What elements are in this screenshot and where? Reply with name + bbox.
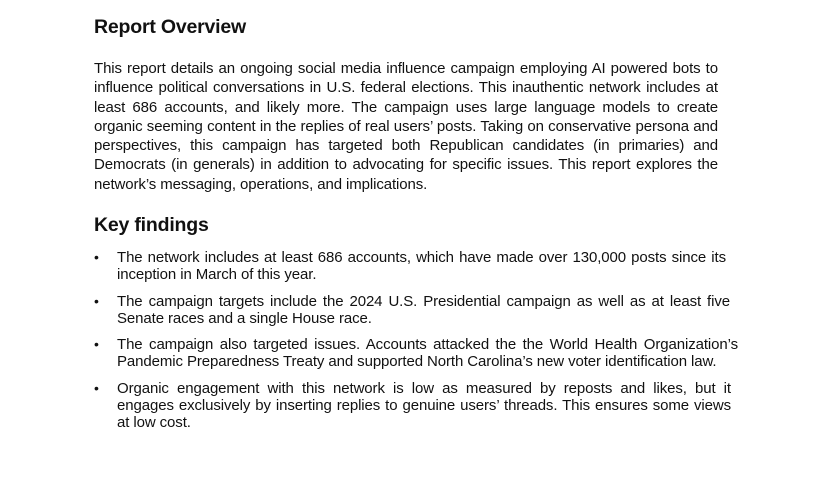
list-item (94, 380, 731, 431)
document-page (94, 15, 739, 440)
bullet-icon: • (94, 336, 99, 353)
report-overview-paragraph: This report details an ongoing social media influence campaign employing AI powered bots to influence political conversations in U.S. federal elections. This inauthentic network includes at least 686 accounts, and likely more. The campaign uses large language models to create organic seeming content in the replies of real users’ posts. Taking on conservative persona and perspectives, this campaign has targeted both Republican candidates (in primaries) and Democrats (in generals) in addition to advocating for specific issues. This report explores the network’s messaging, operations, and implications. (94, 60, 718, 193)
report-overview-heading: Report Overview (94, 16, 246, 38)
finding-text: The network includes at least 686 accounts, which have made over 130,000 posts since its inception in March of this year. (117, 249, 726, 284)
list-item (94, 293, 730, 327)
bullet-icon: • (94, 249, 99, 266)
bullet-icon: • (94, 292, 99, 309)
key-findings-list (94, 249, 739, 431)
list-item (94, 249, 726, 283)
finding-text: Organic engagement with this network is low as measured by reposts and likes, but it engages exclusively by inserting replies to genuine users’ threads. This ensures some views at low cost. (117, 379, 731, 431)
key-findings-heading: Key findings (94, 214, 209, 237)
list-item (94, 336, 738, 370)
finding-text: The campaign also targeted issues. Accounts attacked the the World Health Organization’s Pandemic Preparedness Treaty and supported North Carolina’s new voter identification law. (117, 336, 738, 371)
bullet-icon: • (94, 379, 99, 396)
finding-text: The campaign targets include the 2024 U.S. Presidential campaign as well as at least five Senate races and a single House race. (117, 292, 730, 327)
